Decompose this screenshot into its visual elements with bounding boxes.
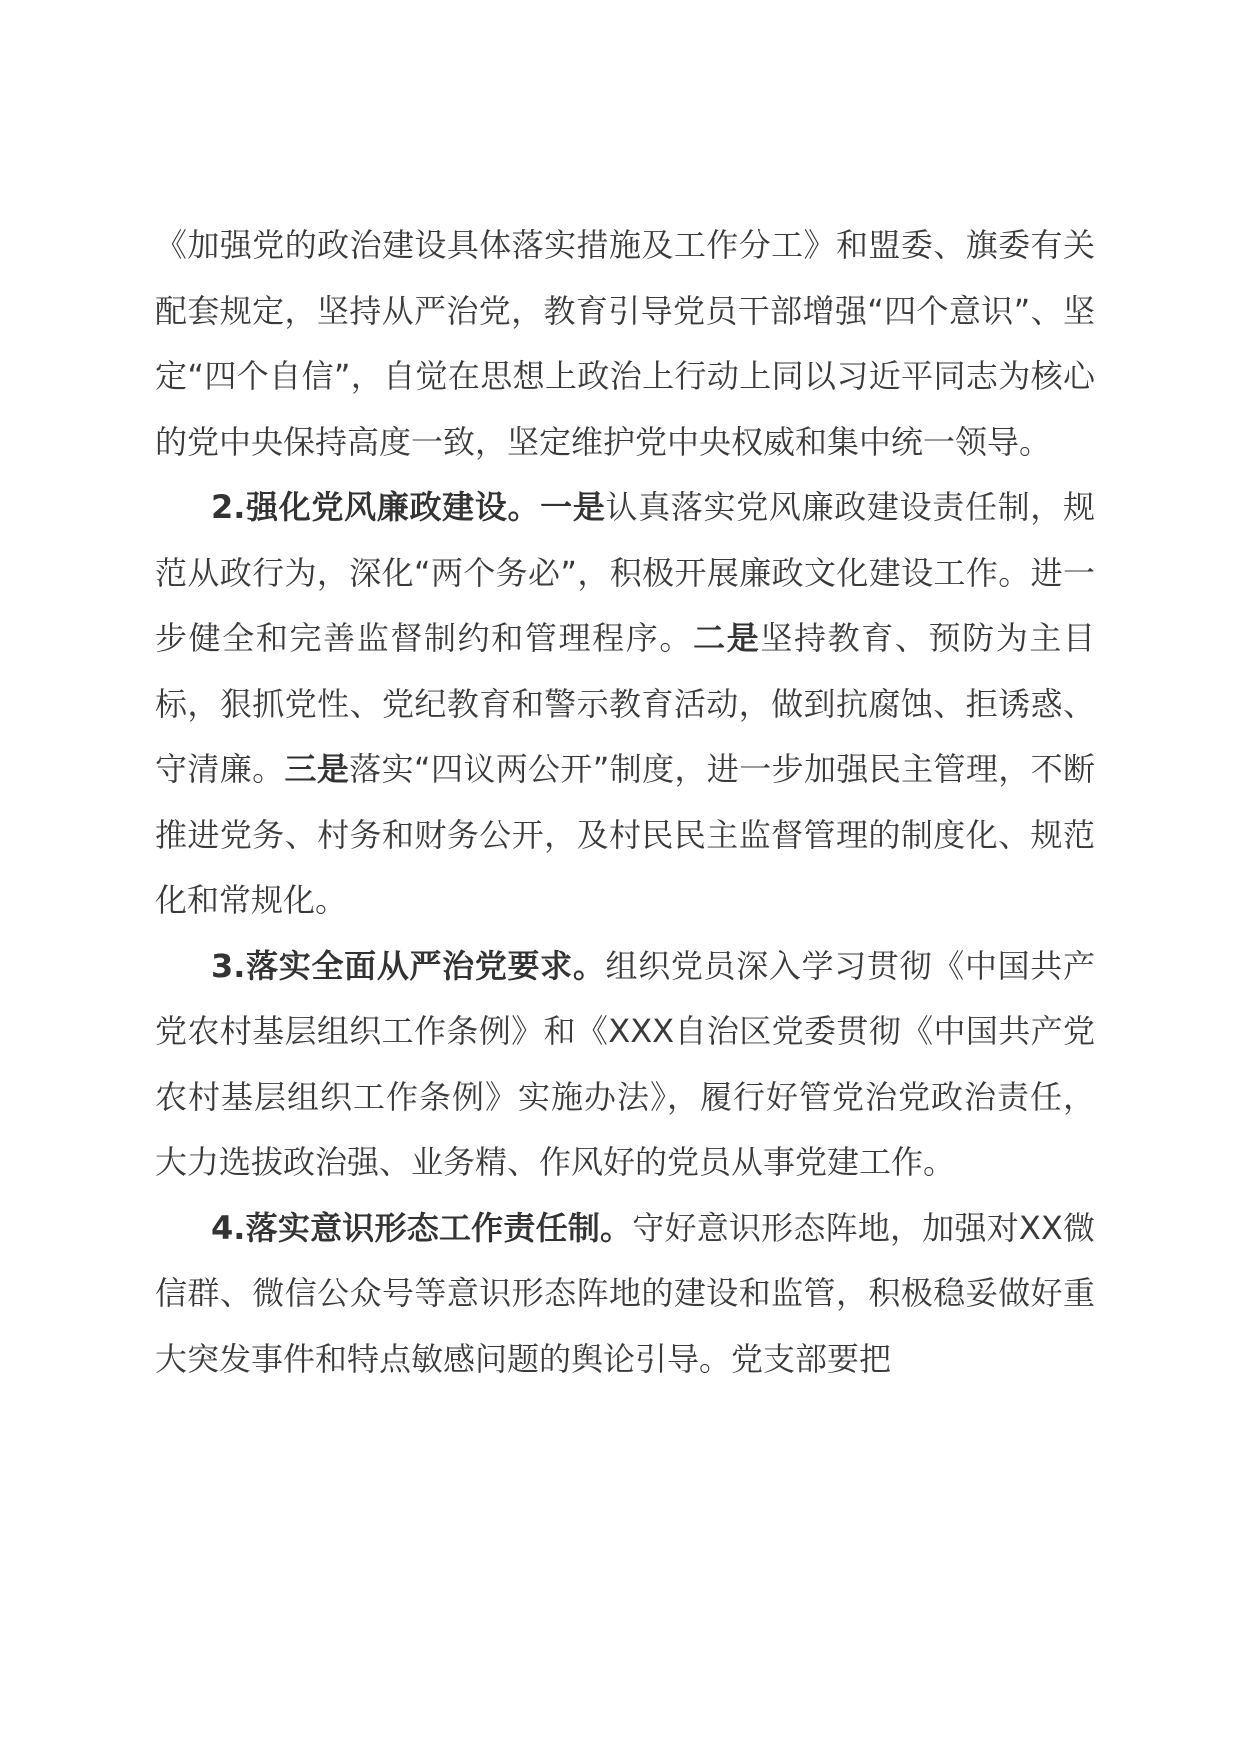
item-text-second: 坚持教育、预防为主目标，狠抓党性、党纪教育和警示教育活动，做到抗腐蚀、拒诱惑、守清廉。 [155,619,1095,788]
paragraph-1-line-4: 习近平同志为核心的党中央保持高度一致，坚定维护党中央权 [155,357,1095,461]
section-4-text: 守好意识形态阵地，加强对XX微信群、微信公众号等意识形态阵地的建设和监管，积极稳妥做好重大突发事件和特点敏感问题的舆论引导。党支部要把 [155,1208,1095,1378]
item-label-first: 一是 [540,488,606,526]
paragraph-2-party-conduct [155,475,1095,934]
section-heading-4: 4.落实意识形态工作责任制。 [211,1208,633,1247]
item-text-first: 认真落实党风廉政建设责任制，规范从政行为，深化“两个务必”，积极开展廉政文化建设工作。进一步健全和完善监督制约和管理程序。 [155,488,1095,657]
paragraph-4-ideology [155,1196,1095,1393]
document-body [155,213,1095,1392]
paragraph-3-strict-governance [155,934,1095,1196]
paragraph-1-line-2: 有关配套规定，坚持从严治党，教育引导党员干部增强“四个 [155,226,1095,330]
item-label-third: 三是 [284,750,350,788]
item-label-second: 二是 [693,619,761,657]
item-text-third: 落实“四议两公开”制度，进一步加强民主管理，不断推进党务、村务和财务公开，及村民民主监督管理的制度化、规范化和常规化。 [155,750,1095,919]
paragraph-1-line-3: 意识”、坚定“四个自信”，自觉在思想上政治上行动上同以 [155,291,1095,395]
section-heading-3: 3.落实全面从严治党要求。 [211,946,606,985]
section-3-text: 组织党员深入学习贯彻《中国共产党农村基层组织工作条例》和《XXX自治区党委贯彻《中国共产党农村基层组织工作条例》实施办法》，履行好管党治党政治责任，大力选拔政治强、业务精、作风好的党员从事党建工作。 [155,946,1095,1181]
paragraph-1 [155,213,1095,475]
paragraph-1-line-1: 《加强党的政治建设具体落实措施及工作分工》和盟委、旗委 [155,226,1031,264]
section-heading-2: 2.强化党风廉政建设。 [211,488,541,526]
paragraph-1-line-5: 威和集中统一领导。 [763,422,1052,461]
